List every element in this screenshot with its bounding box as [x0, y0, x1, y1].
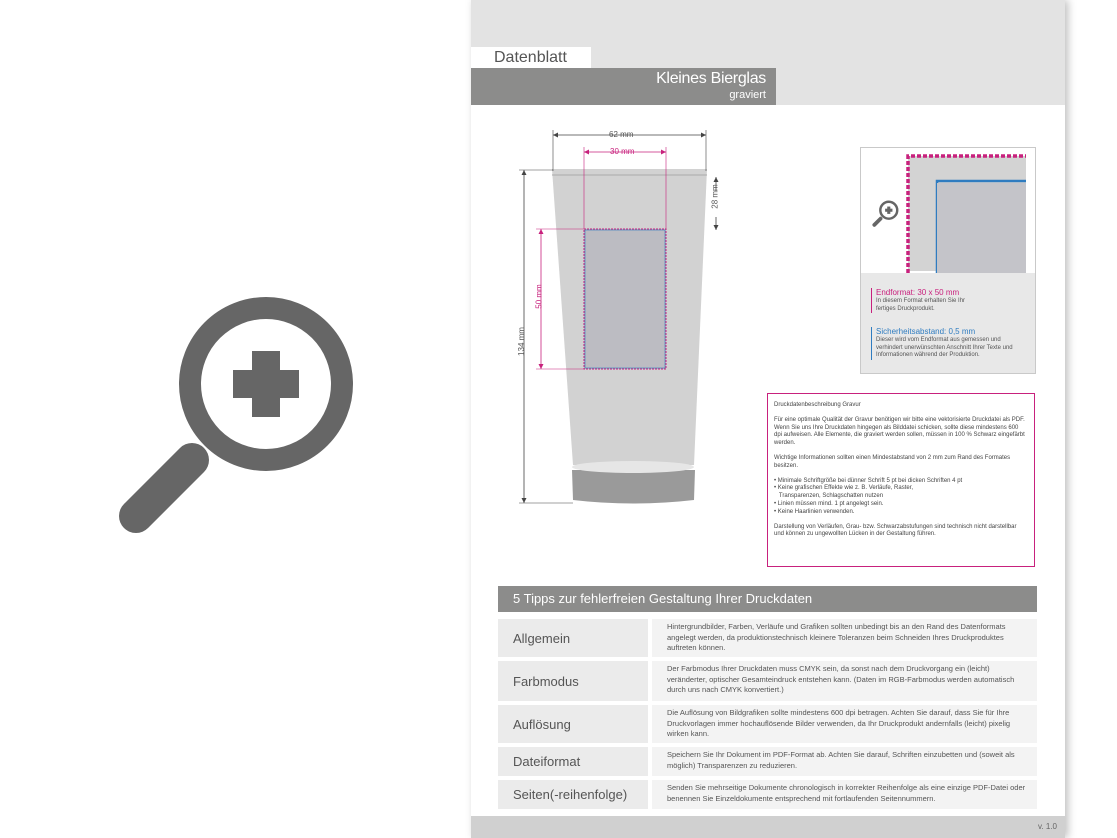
endformat-text: In diesem Format erhalten Sie Ihr fertiges Druckprodukt.	[876, 298, 966, 312]
tip-text: Der Farbmodus Ihrer Druckdaten muss CMYK sein, da sonst nach dem Druckvorgang ein (leicht) veränderter, optischer Gesamteindruck entstehen kann. (Daten im RGB-Farbmodus werden automatisch durch uns nach CMYK konvertiert.)	[652, 661, 1037, 701]
description-paragraph-1: Für eine optimale Qualität der Gravur benötigen wir bitte eine vektorisierte Druckdatei als PDF. Wenn Sie uns Ihre Druckdaten hingegen als Bilddatei schicken, sollte diese mindestens 600 dpi aufweisen. Alle Elemente, die graviert werden sollen, müssen in 100 % Schwarz eingefärbt werden.	[774, 416, 1025, 447]
zoom-in-icon[interactable]	[871, 200, 899, 228]
bullet-item: • Keine grafischen Effekte wie z. B. Verläufe, Raster,	[774, 485, 914, 492]
tip-row	[498, 661, 1037, 701]
tip-row	[498, 780, 1037, 809]
dim-height-total: 134 mm	[516, 327, 526, 356]
endformat-title: Endformat: 30 x 50 mm	[876, 288, 960, 297]
description-bullets	[774, 478, 1028, 517]
tip-label: Auflösung	[498, 705, 648, 743]
tip-text: Senden Sie mehrseitige Dokumente chronologisch in korrekter Reihenfolge als eine einzige PDF-Datei oder benennen Sie Einzeldokumente entsprechend mit fortlaufenden Seitennummern.	[652, 780, 1037, 809]
bullet-item: • Keine Haarlinien verwenden.	[774, 508, 855, 515]
glass-base-top	[572, 461, 694, 473]
product-subtitle: graviert	[729, 89, 766, 101]
bullet-item: • Minimale Schriftgröße bei dünner Schrift 5 pt bei dicken Schriften 4 pt	[774, 477, 963, 484]
description-paragraph-2: Wichtige Informationen sollten einen Mindestabstand von 2 mm zum Rand des Formates besitzen.	[774, 454, 1011, 469]
zoom-in-icon[interactable]	[106, 292, 358, 544]
dim-top-offset: 28 mm	[710, 184, 720, 209]
print-area	[584, 229, 666, 369]
safety-text: Dieser wird vom Endformat aus gemessen und verhindert unerwünschten Anschnitt Ihrer Texte und Informationen während der Produktion.	[876, 337, 1013, 358]
tip-label: Allgemein	[498, 619, 648, 657]
glass-base	[572, 470, 695, 504]
tip-row	[498, 747, 1037, 776]
dim-width-total: 62 mm	[609, 130, 634, 139]
glass-drawing	[511, 125, 721, 510]
description-heading: Druckdatenbeschreibung Gravur	[774, 402, 861, 408]
tip-label: Seiten(-reihenfolge)	[498, 780, 648, 809]
footer-bar	[471, 816, 1065, 838]
endformat-note	[871, 288, 976, 313]
dim-width-print: 30 mm	[610, 147, 635, 156]
datasheet-tag: Datenblatt	[471, 47, 591, 68]
safety-title: Sicherheitsabstand: 0,5 mm	[876, 327, 976, 336]
product-title-band	[471, 68, 776, 105]
tips-header: 5 Tipps zur fehlerfreien Gestaltung Ihrer Druckdaten	[498, 586, 1037, 612]
product-title: Kleines Bierglas	[656, 70, 766, 87]
engraving-description-box	[767, 393, 1035, 567]
dim-height-print: 50 mm	[534, 284, 544, 309]
tip-row	[498, 705, 1037, 743]
bullet-item: Transparenzen, Schlagschatten nutzen	[774, 493, 884, 500]
bullet-item: • Linien müssen mind. 1 pt angelegt sein.	[774, 500, 884, 507]
tip-label: Farbmodus	[498, 661, 648, 701]
tip-text: Speichern Sie Ihr Dokument im PDF-Format ab. Achten Sie darauf, Schriften einzubetten und (soweit als möglich) Transparenzen zu reduzieren.	[652, 747, 1037, 776]
tip-text: Die Auflösung von Bildgrafiken sollte mindestens 600 dpi betragen. Achten Sie darauf, dass Sie für Ihre Druckvorlagen immer hochauflösende Bilder verwenden, da Ihr Druckprodukt andernfalls (leicht) pixelig wirken kann.	[652, 705, 1037, 743]
version-label: v. 1.0	[1038, 822, 1057, 831]
safety-note	[871, 327, 1026, 360]
tip-text: Hintergrundbilder, Farben, Verläufe und Grafiken sollten unbedingt bis an den Rand des Datenformats angelegt werden, da produktionstechnisch kleinere Toleranzen beim Schneiden Ihres Druckproduktes auftreten können.	[652, 619, 1037, 657]
tip-label: Dateiformat	[498, 747, 648, 776]
datasheet-page	[471, 0, 1065, 838]
zoom-detail-panel	[860, 147, 1036, 374]
description-paragraph-3: Darstellung von Verläufen, Grau- bzw. Schwarzabstufungen sind technisch nicht darstellbar und können zu ungewollten Lücken in der Gestaltung führen.	[774, 523, 1017, 538]
tip-row	[498, 619, 1037, 657]
